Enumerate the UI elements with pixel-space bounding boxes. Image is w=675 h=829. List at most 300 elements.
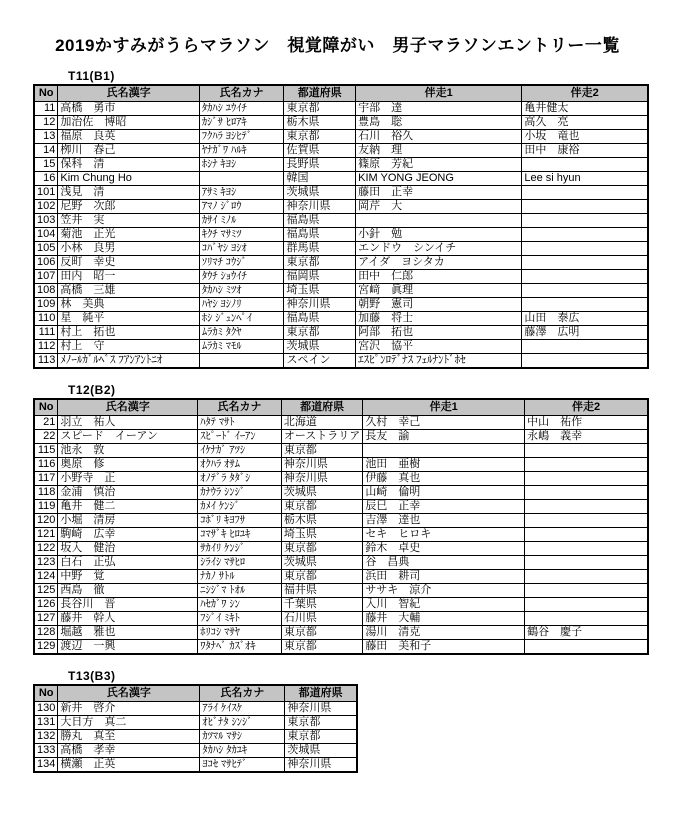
table-body — [34, 101, 648, 368]
entry-table-section-t13 — [33, 669, 649, 773]
table-cell: 105 — [34, 241, 58, 255]
table-cell: 120 — [34, 513, 58, 527]
table-cell: 14 — [34, 143, 58, 157]
table-cell: 茨城県 — [281, 485, 362, 499]
table-cell: 128 — [34, 625, 58, 639]
table-row — [34, 429, 648, 443]
header-row — [34, 685, 357, 702]
table-cell: 東京都 — [285, 715, 357, 729]
table-cell: 長谷川 晋 — [58, 597, 198, 611]
column-header: No — [34, 85, 58, 102]
table-cell — [356, 213, 522, 227]
table-cell: 神奈川県 — [281, 471, 362, 485]
table-cell — [522, 269, 648, 283]
table-cell: ﾊｾｶﾞﾜ ｼﾝ — [198, 597, 282, 611]
table-cell: 121 — [34, 527, 58, 541]
table-cell: 群馬県 — [284, 241, 356, 255]
table-cell: 129 — [34, 639, 58, 654]
table-cell: 山崎 倫明 — [363, 485, 525, 499]
table-cell: 22 — [34, 429, 58, 443]
table-cell: 石川 裕久 — [356, 129, 522, 143]
table-row — [34, 227, 648, 241]
table-cell: 菊池 正光 — [58, 227, 200, 241]
table-cell: 107 — [34, 269, 58, 283]
table-cell: 茨城県 — [281, 555, 362, 569]
entry-table-t13 — [33, 684, 358, 773]
table-cell: 宇部 達 — [356, 101, 522, 115]
table-cell — [522, 241, 648, 255]
table-row — [34, 115, 648, 129]
table-cell: 湯川 清克 — [363, 625, 525, 639]
table-cell: 茨城県 — [284, 185, 356, 199]
table-cell: 浜田 耕司 — [363, 569, 525, 583]
table-cell: 113 — [34, 353, 58, 368]
column-header: No — [34, 685, 58, 702]
table-cell: 16 — [34, 171, 58, 185]
table-cell: 西島 徹 — [58, 583, 198, 597]
table-cell — [525, 485, 648, 499]
table-cell — [525, 611, 648, 625]
table-cell: 111 — [34, 325, 58, 339]
table-cell: 浅見 清 — [58, 185, 200, 199]
table-row — [34, 485, 648, 499]
table-cell: 神奈川県 — [281, 457, 362, 471]
table-cell: 永嶋 義幸 — [525, 429, 648, 443]
table-cell: Lee si hyun — [522, 171, 648, 185]
table-cell: 北海道 — [281, 415, 362, 429]
table-cell: ﾀｳﾁ ｼｮｳｲﾁ — [199, 269, 284, 283]
table-cell — [522, 353, 648, 368]
table-cell: 大日方 真二 — [58, 715, 200, 729]
table-row — [34, 255, 648, 269]
table-cell: 高久 亮 — [522, 115, 648, 129]
table-row — [34, 171, 648, 185]
table-cell: ｼﾗｲｼ ﾏｻﾋﾛ — [198, 555, 282, 569]
table-row — [34, 527, 648, 541]
table-cell: 谷 昌典 — [363, 555, 525, 569]
table-cell: 篠原 芳紀 — [356, 157, 522, 171]
table-cell: 田中 仁郎 — [356, 269, 522, 283]
table-header — [34, 399, 648, 416]
table-cell: 尼野 次郎 — [58, 199, 200, 213]
column-header: 氏名カナ — [200, 685, 285, 702]
column-header: 氏名カナ — [199, 85, 284, 102]
table-cell: 神奈川県 — [285, 757, 357, 772]
table-cell — [522, 283, 648, 297]
table-cell: 保科 清 — [58, 157, 200, 171]
table-cell: ｵﾋﾞﾅﾀ ｼﾝｼﾞ — [200, 715, 285, 729]
table-row — [34, 715, 357, 729]
table-cell: ﾔﾅｶﾞﾜ ﾊﾙｷ — [199, 143, 284, 157]
tables-container — [33, 69, 649, 773]
table-cell: 109 — [34, 297, 58, 311]
table-cell: 辰巳 正幸 — [363, 499, 525, 513]
table-cell — [522, 157, 648, 171]
table-cell: 鈴木 卓史 — [363, 541, 525, 555]
table-row — [34, 415, 648, 429]
table-cell: 金浦 慎治 — [58, 485, 198, 499]
table-cell: 茨城県 — [285, 743, 357, 757]
column-header: 伴走1 — [363, 399, 525, 416]
table-cell: 103 — [34, 213, 58, 227]
table-cell: 坂入 健治 — [58, 541, 198, 555]
table-row — [34, 157, 648, 171]
table-row — [34, 297, 648, 311]
table-cell: ｶﾅｳﾗ ｼﾝｼﾞ — [198, 485, 282, 499]
table-row — [34, 143, 648, 157]
column-header: 伴走1 — [356, 85, 522, 102]
column-header: No — [34, 399, 58, 416]
table-cell: 白石 正弘 — [58, 555, 198, 569]
table-cell: 長友 諭 — [363, 429, 525, 443]
table-row — [34, 701, 357, 715]
table-cell — [525, 541, 648, 555]
table-cell: 東京都 — [285, 729, 357, 743]
table-cell: 高橋 孝幸 — [58, 743, 200, 757]
table-cell: ﾒﾉｰﾙｶﾞﾙﾍﾞｽ ﾌｱﾝｱﾝﾄﾆｵ — [58, 353, 200, 368]
column-header: 伴走2 — [522, 85, 648, 102]
table-cell: ﾌｸﾊﾗ ﾖｼﾋﾃﾞ — [199, 129, 284, 143]
table-cell: ｱｻﾐ ｷﾖｼ — [199, 185, 284, 199]
table-row — [34, 443, 648, 457]
table-cell: ｵｸﾊﾗ ｵｻﾑ — [198, 457, 282, 471]
table-cell: 122 — [34, 541, 58, 555]
table-cell: Kim Chung Ho — [58, 171, 200, 185]
table-cell: 加藤 将士 — [356, 311, 522, 325]
table-cell: 101 — [34, 185, 58, 199]
table-cell: 東京都 — [281, 639, 362, 654]
table-cell: 133 — [34, 743, 58, 757]
table-cell: 福井県 — [281, 583, 362, 597]
table-cell: 130 — [34, 701, 58, 715]
table-cell: 藤井 幹人 — [58, 611, 198, 625]
table-row — [34, 611, 648, 625]
column-header: 氏名漢字 — [58, 85, 200, 102]
table-cell: 131 — [34, 715, 58, 729]
table-cell: 宮﨑 眞理 — [356, 283, 522, 297]
table-cell: 神奈川県 — [284, 297, 356, 311]
table-cell: 東京都 — [281, 541, 362, 555]
table-row — [34, 541, 648, 555]
header-row — [34, 399, 648, 416]
table-row — [34, 471, 648, 485]
table-row — [34, 129, 648, 143]
table-cell: 123 — [34, 555, 58, 569]
table-cell: 小堀 清房 — [58, 513, 198, 527]
table-cell — [525, 527, 648, 541]
table-cell: 林 美典 — [58, 297, 200, 311]
table-cell: 豊島 聡 — [356, 115, 522, 129]
table-cell: 栁川 春己 — [58, 143, 200, 157]
table-row — [34, 513, 648, 527]
table-cell: ｶﾂﾏﾙ ﾏｻｼ — [200, 729, 285, 743]
table-cell — [525, 457, 648, 471]
table-cell — [525, 583, 648, 597]
table-cell: 小坂 竜也 — [522, 129, 648, 143]
table-cell: ｶﾒｲ ｹﾝｼﾞ — [198, 499, 282, 513]
table-cell: 東京都 — [284, 255, 356, 269]
table-cell: ササキ 涼介 — [363, 583, 525, 597]
table-cell — [199, 353, 284, 368]
table-cell: 羽立 祐人 — [58, 415, 198, 429]
table-cell: ｺﾏｻﾞｷ ﾋﾛﾕｷ — [198, 527, 282, 541]
table-cell: 112 — [34, 339, 58, 353]
table-cell: 駒崎 広幸 — [58, 527, 198, 541]
table-cell: ｺﾊﾞﾔｼ ﾖｼｵ — [199, 241, 284, 255]
table-cell: 神奈川県 — [284, 199, 356, 213]
table-cell: 小野寺 正 — [58, 471, 198, 485]
table-cell: 村上 守 — [58, 339, 200, 353]
table-cell: ｶｼﾞｻ ﾋﾛｱｷ — [199, 115, 284, 129]
table-cell: 102 — [34, 199, 58, 213]
table-cell: 福島県 — [284, 213, 356, 227]
table-cell — [522, 255, 648, 269]
table-cell — [525, 443, 648, 457]
column-header: 氏名漢字 — [58, 685, 200, 702]
table-cell — [363, 443, 525, 457]
table-cell: 埼玉県 — [281, 527, 362, 541]
table-cell: 亀井健太 — [522, 101, 648, 115]
table-cell: 東京都 — [281, 569, 362, 583]
table-cell: 高橋 勇市 — [58, 101, 200, 115]
table-cell: 友納 理 — [356, 143, 522, 157]
table-row — [34, 499, 648, 513]
table-cell: ﾖｺｾ ﾏｻﾋﾃﾞ — [200, 757, 285, 772]
table-cell: ｿﾘﾏﾁ ｺｳｼﾞ — [199, 255, 284, 269]
table-cell: 伊藤 真也 — [363, 471, 525, 485]
table-cell: ﾊﾔｼ ﾖｼﾉﾘ — [199, 297, 284, 311]
table-cell: 星 純平 — [58, 311, 200, 325]
table-cell: 小針 勉 — [356, 227, 522, 241]
column-header: 伴走2 — [525, 399, 648, 416]
table-row — [34, 625, 648, 639]
entry-table-t11 — [33, 84, 649, 369]
table-cell: ﾎｼ ｼﾞｭﾝﾍﾟｲ — [199, 311, 284, 325]
table-cell: 119 — [34, 499, 58, 513]
table-cell: 藤井 大輔 — [363, 611, 525, 625]
table-cell: 栃木県 — [284, 115, 356, 129]
table-cell: 横瀬 正英 — [58, 757, 200, 772]
table-body — [34, 701, 357, 772]
table-row — [34, 269, 648, 283]
table-cell: 福島県 — [284, 227, 356, 241]
table-cell: 11 — [34, 101, 58, 115]
table-cell: ｶｻｲ ﾐﾉﾙ — [199, 213, 284, 227]
column-header: 都道府県 — [285, 685, 357, 702]
table-cell: オーストラリア — [281, 429, 362, 443]
table-cell: 朝野 憲司 — [356, 297, 522, 311]
table-cell: 藤田 美和子 — [363, 639, 525, 654]
table-cell: 茨城県 — [284, 339, 356, 353]
table-cell: ﾅｶﾉ ｻﾄﾙ — [198, 569, 282, 583]
table-row — [34, 353, 648, 368]
table-cell: ｽﾋﾟｰﾄﾞ ｲｰｱﾝ — [198, 429, 282, 443]
table-cell: 東京都 — [281, 443, 362, 457]
table-cell: ｷｸﾁ ﾏｻﾐﾂ — [199, 227, 284, 241]
table-cell — [522, 213, 648, 227]
table-row — [34, 213, 648, 227]
page-title: 2019かすみがうらマラソン 視覚障がい 男子マラソンエントリー一覧 — [55, 36, 620, 55]
table-cell: 115 — [34, 443, 58, 457]
table-cell: 奥原 修 — [58, 457, 198, 471]
table-cell: 117 — [34, 471, 58, 485]
table-cell: 福原 良英 — [58, 129, 200, 143]
table-cell: ｱﾗｲ ｹｲｽｹ — [200, 701, 285, 715]
table-header — [34, 85, 648, 102]
entry-table-section-t11 — [33, 69, 649, 369]
table-row — [34, 199, 648, 213]
table-cell: ﾜﾀﾅﾍﾞ ｶｽﾞｵｷ — [198, 639, 282, 654]
table-cell: 宮沢 協平 — [356, 339, 522, 353]
table-label-t11: T11(B1) — [68, 68, 115, 83]
table-cell: 石川県 — [281, 611, 362, 625]
table-row — [34, 339, 648, 353]
table-cell: 中野 覚 — [58, 569, 198, 583]
column-header: 氏名カナ — [198, 399, 282, 416]
table-cell — [522, 185, 648, 199]
table-cell: 藤田 正幸 — [356, 185, 522, 199]
table-cell: 116 — [34, 457, 58, 471]
table-cell: 渡辺 一興 — [58, 639, 198, 654]
table-row — [34, 241, 648, 255]
table-row — [34, 639, 648, 654]
table-cell: 104 — [34, 227, 58, 241]
table-cell: 田中 康裕 — [522, 143, 648, 157]
table-cell: 132 — [34, 729, 58, 743]
table-cell: 神奈川県 — [285, 701, 357, 715]
table-cell — [522, 199, 648, 213]
table-cell: ﾀｶﾊｼ ﾕｳｲﾁ — [199, 101, 284, 115]
table-cell: 栃木県 — [281, 513, 362, 527]
table-row — [34, 101, 648, 115]
table-cell: 千葉県 — [281, 597, 362, 611]
column-header: 氏名漢字 — [58, 399, 198, 416]
column-header: 都道府県 — [284, 85, 356, 102]
table-row — [34, 583, 648, 597]
table-cell: 新井 啓介 — [58, 701, 200, 715]
table-cell: ﾀｶﾊｼ ﾐﾂｵ — [199, 283, 284, 297]
table-cell: 久村 幸己 — [363, 415, 525, 429]
table-cell: 高橋 三雄 — [58, 283, 200, 297]
header-row — [34, 85, 648, 102]
table-cell: 125 — [34, 583, 58, 597]
table-label-t12: T12(B2) — [68, 382, 116, 397]
table-cell: 反町 幸史 — [58, 255, 200, 269]
entry-table-section-t12 — [33, 383, 649, 655]
table-cell — [525, 513, 648, 527]
table-row — [34, 597, 648, 611]
table-cell — [525, 471, 648, 485]
table-cell: スピード イーアン — [58, 429, 198, 443]
table-cell: 鶴谷 慶子 — [525, 625, 648, 639]
table-cell: 笠井 実 — [58, 213, 200, 227]
table-cell: 入川 智紀 — [363, 597, 525, 611]
table-row — [34, 569, 648, 583]
table-cell: 134 — [34, 757, 58, 772]
table-cell: 126 — [34, 597, 58, 611]
table-cell — [522, 297, 648, 311]
table-cell — [525, 639, 648, 654]
table-row — [34, 311, 648, 325]
table-cell: ｺﾎﾞﾘ ｷﾖﾌｻ — [198, 513, 282, 527]
table-cell: 中山 祐作 — [525, 415, 648, 429]
table-cell: 15 — [34, 157, 58, 171]
table-cell — [525, 597, 648, 611]
table-cell: 佐賀県 — [284, 143, 356, 157]
table-cell: 加治佐 博昭 — [58, 115, 200, 129]
table-cell: エンドウ シンイチ — [356, 241, 522, 255]
table-cell: 小林 良男 — [58, 241, 200, 255]
table-cell: 藤澤 広明 — [522, 325, 648, 339]
table-cell: 東京都 — [281, 499, 362, 513]
table-body — [34, 415, 648, 654]
table-cell — [525, 555, 648, 569]
table-cell: 埼玉県 — [284, 283, 356, 297]
column-header: 都道府県 — [281, 399, 362, 416]
table-cell: ﾀｶﾊｼ ﾀｶﾕｷ — [200, 743, 285, 757]
table-cell: セキ ヒロキ — [363, 527, 525, 541]
table-cell: KIM YONG JEONG — [356, 171, 522, 185]
table-cell — [525, 499, 648, 513]
table-cell: ﾆｼｼﾞﾏ ﾄｵﾙ — [198, 583, 282, 597]
table-cell: ﾑﾗｶﾐ ﾀｸﾔ — [199, 325, 284, 339]
table-cell: 106 — [34, 255, 58, 269]
table-cell: ﾌｼﾞｲ ﾐｷﾄ — [198, 611, 282, 625]
table-row — [34, 729, 357, 743]
table-cell: 田内 昭一 — [58, 269, 200, 283]
table-cell: 13 — [34, 129, 58, 143]
table-cell: ｲｹﾅｶﾞ ｱﾂｼ — [198, 443, 282, 457]
table-row — [34, 325, 648, 339]
table-cell: ﾎﾘｺｼ ﾏｻﾔ — [198, 625, 282, 639]
table-row — [34, 457, 648, 471]
table-cell: ﾑﾗｶﾐ ﾏﾓﾙ — [199, 339, 284, 353]
table-cell: 岡芹 大 — [356, 199, 522, 213]
table-cell: 韓国 — [284, 171, 356, 185]
entry-table-t12 — [33, 398, 649, 655]
table-cell: 108 — [34, 283, 58, 297]
table-cell: 堀越 雅也 — [58, 625, 198, 639]
table-cell: 東京都 — [284, 129, 356, 143]
table-cell: 阿部 拓也 — [356, 325, 522, 339]
table-row — [34, 185, 648, 199]
table-cell: ﾎｼﾅ ｷﾖｼ — [199, 157, 284, 171]
table-cell — [522, 227, 648, 241]
table-row — [34, 555, 648, 569]
table-cell: 124 — [34, 569, 58, 583]
table-row — [34, 743, 357, 757]
table-cell: 東京都 — [284, 325, 356, 339]
table-header — [34, 685, 357, 702]
table-cell: 村上 拓也 — [58, 325, 200, 339]
table-cell: ｴｽﾋﾟﾝﾛﾃﾞﾅｽ ﾌｪﾙﾅﾝﾄﾞﾎｾ — [356, 353, 522, 368]
table-cell: アイダ ヨシタカ — [356, 255, 522, 269]
table-cell: スペイン — [284, 353, 356, 368]
table-cell: 東京都 — [284, 101, 356, 115]
table-cell: 勝丸 真至 — [58, 729, 200, 743]
table-cell: ｱﾏﾉ ｼﾞﾛｳ — [199, 199, 284, 213]
table-cell: 吉澤 達也 — [363, 513, 525, 527]
table-cell: 長野県 — [284, 157, 356, 171]
table-cell: 東京都 — [281, 625, 362, 639]
table-cell: 福島県 — [284, 311, 356, 325]
table-cell: 12 — [34, 115, 58, 129]
table-cell: 亀井 健二 — [58, 499, 198, 513]
table-cell — [199, 171, 284, 185]
table-cell: ｻｶｲﾘ ｹﾝｼﾞ — [198, 541, 282, 555]
table-label-t13: T13(B3) — [68, 668, 116, 683]
table-row — [34, 757, 357, 772]
